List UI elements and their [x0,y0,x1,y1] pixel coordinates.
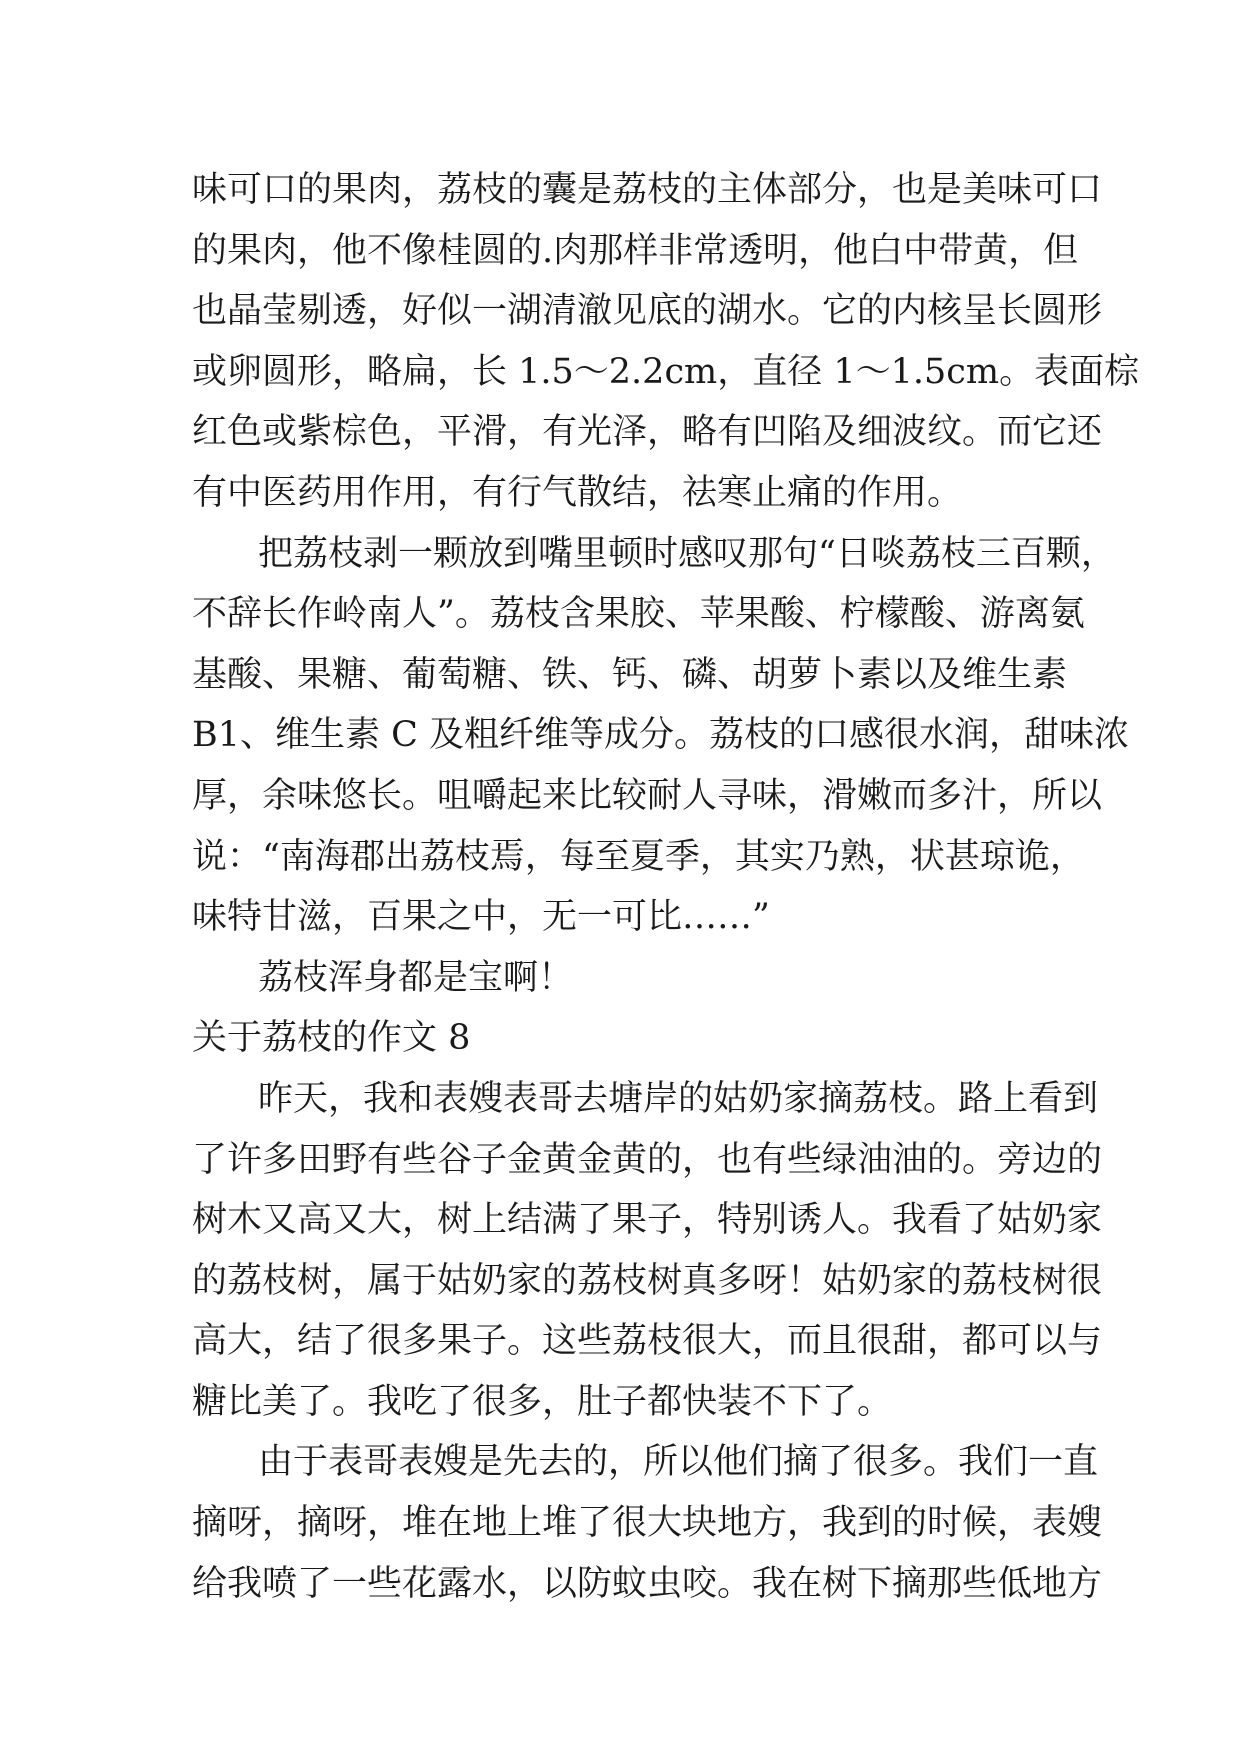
text-line: 有中医药用作用，有行气散结，祛寒止痛的作用。 [192,472,963,513]
text-line: 的果肉，他不像桂圆的.肉那样非常透明，他白中带黄，但 [192,230,1079,271]
text-line: 基酸、果糖、葡萄糖、铁、钙、磷、胡萝卜素以及维生素 [192,654,1068,695]
text-line: 给我喷了一些花露水，以防蚊虫咬。我在树下摘那些低地方 [192,1563,1103,1604]
text-line: 了许多田野有些谷子金黄金黄的，也有些绿油油的。旁边的 [192,1139,1103,1180]
text-line: 味特甘滋，百果之中，无一可比……” [192,897,770,938]
text-line: 糖比美了。我吃了很多，肚子都快装不下了。 [192,1381,893,1422]
text-line: 把荔枝剥一颗放到嘴里顿时感叹那句“日啖荔枝三百颗， [258,533,1116,574]
text-line: 说：“南海郡出荔枝焉，每至夏季，其实乃熟，状甚琼诡， [192,836,1085,877]
section-heading: 关于荔枝的作文 8 [192,1018,471,1059]
text-line: 摘呀，摘呀，堆在地上堆了很大块地方，我到的时候，表嫂 [192,1503,1103,1544]
text-line: 也晶莹剔透，好似一湖清澈见底的湖水。它的内核呈长圆形 [192,291,1103,332]
text-line: 由于表哥表嫂是先去的，所以他们摘了很多。我们一直 [258,1442,1099,1483]
text-line: 厚，余味悠长。咀嚼起来比较耐人寻味，滑嫩而多汁，所以 [192,775,1103,816]
text-line: 树木又高又大，树上结满了果子，特别诱人。我看了姑奶家 [192,1200,1103,1241]
document-body [192,160,1140,1614]
text-line: 的荔枝树，属于姑奶家的荔枝树真多呀！姑奶家的荔枝树很 [192,1260,1103,1301]
text-line: 昨天，我和表嫂表哥去塘岸的姑奶家摘荔枝。路上看到 [258,1078,1099,1119]
text-line: 红色或紫棕色，平滑，有光泽，略有凹陷及细波纹。而它还 [192,412,1103,453]
text-line: 荔枝浑身都是宝啊！ [258,957,574,998]
text-line: 味可口的果肉，荔枝的囊是荔枝的主体部分，也是美味可口 [192,170,1103,210]
text-line: 不辞长作岭南人”。荔枝含果胶、苹果酸、柠檬酸、游离氨 [192,594,1085,635]
text-line: B1、维生素 C 及粗纤维等成分。荔枝的口感很水润，甜味浓 [192,715,1130,756]
text-line: 或卵圆形，略扁，长 1.5～2.2cm，直径 1～1.5cm。表面棕 [192,351,1140,392]
text-line: 高大，结了很多果子。这些荔枝很大，而且很甜，都可以与 [192,1321,1103,1362]
